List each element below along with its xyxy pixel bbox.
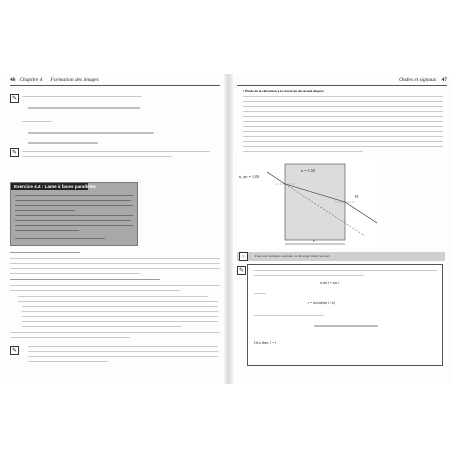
label-e: e [313, 238, 315, 243]
right-page [233, 74, 451, 384]
text-line [243, 96, 443, 97]
right-header-rule [237, 85, 447, 86]
text-line [18, 301, 218, 302]
exercise-text-line [15, 210, 75, 211]
exercise-text-line [15, 225, 133, 226]
text-line [243, 111, 443, 112]
text-line [22, 96, 142, 97]
text-line [28, 361, 108, 362]
text-line [22, 321, 218, 322]
text-line [10, 337, 130, 338]
text-line [10, 268, 220, 269]
equation-snell: n sin r = sin i [320, 281, 339, 285]
text-line [254, 315, 324, 316]
text-line [22, 326, 182, 327]
text-line [243, 121, 443, 122]
exercise-text-line [15, 220, 131, 221]
exercise-box [10, 182, 138, 246]
exercise-text-line [15, 215, 133, 216]
text-line [243, 126, 443, 127]
left-page [6, 74, 224, 384]
text-line [22, 311, 218, 312]
text-line [243, 131, 443, 132]
equation-final: On a donc i' = i [254, 341, 277, 345]
note-text: Pour une incidence normale, le décalage latéral est nul. [255, 254, 330, 258]
text-line [243, 101, 443, 102]
left-header-rule [10, 85, 220, 86]
text-line [243, 151, 363, 152]
text-line [254, 270, 438, 271]
text-line [10, 332, 220, 333]
solution-box [247, 264, 443, 366]
pencil-icon: ✎ [11, 347, 18, 354]
left-chapter-title: Formation des images [50, 77, 99, 83]
label-h: H [355, 194, 359, 199]
left-page-number: 46 [10, 77, 16, 83]
right-chapter-title: Ondes et signaux [399, 77, 437, 83]
book-gutter [224, 74, 233, 384]
exercise-title: Exercice 4.4 : Lame à faces parallèles [11, 183, 88, 190]
section-heading-line [10, 252, 80, 253]
pencil-icon: ✎ [11, 149, 18, 156]
text-line [28, 356, 218, 357]
equation-r: r = arcsin(sin i / n) [308, 301, 335, 305]
text-line [243, 116, 443, 117]
text-line [254, 293, 266, 294]
text-line [243, 136, 443, 137]
text-line [28, 346, 218, 347]
right-page-number: 47 [441, 77, 447, 83]
text-line [22, 306, 218, 307]
text-line [10, 273, 140, 274]
equation-line [28, 142, 98, 144]
exercise-text-line [15, 230, 79, 231]
exercise-text-line [15, 195, 133, 196]
label-n-air: n_air = 1,00 [239, 174, 260, 179]
left-chapter-label: Chapitre 4 [19, 77, 43, 83]
refraction-diagram [237, 158, 383, 248]
text-line [243, 146, 443, 147]
text-line [22, 151, 210, 152]
exercise-text-line [15, 200, 131, 201]
exercise-text-line [15, 238, 105, 239]
text-line [10, 258, 220, 259]
text-line [28, 351, 218, 352]
label-n-glass: n = 1,50 [301, 168, 315, 173]
text-line [243, 141, 443, 142]
equation-line [28, 132, 154, 134]
equation-line [314, 325, 378, 327]
exercise-text-line [15, 205, 133, 206]
text-line [254, 275, 364, 276]
text-line [10, 285, 220, 286]
pencil-icon: ✎ [11, 95, 18, 102]
section-title: • Étude de la réfraction à la traversée du second dioptre [243, 89, 324, 93]
equation-line [28, 107, 140, 109]
text-line [18, 296, 208, 297]
text-line [22, 316, 218, 317]
section-heading-line [10, 279, 160, 280]
text-line [10, 263, 220, 264]
pencil-icon: ✎ [238, 267, 245, 274]
left-header [10, 77, 99, 83]
text-line [10, 290, 180, 291]
hand-pointer-icon: ☞ [239, 252, 248, 261]
text-line [22, 156, 172, 157]
text-line [243, 106, 443, 107]
book-spread [6, 74, 451, 384]
text-line [22, 121, 52, 122]
right-header [399, 77, 447, 83]
